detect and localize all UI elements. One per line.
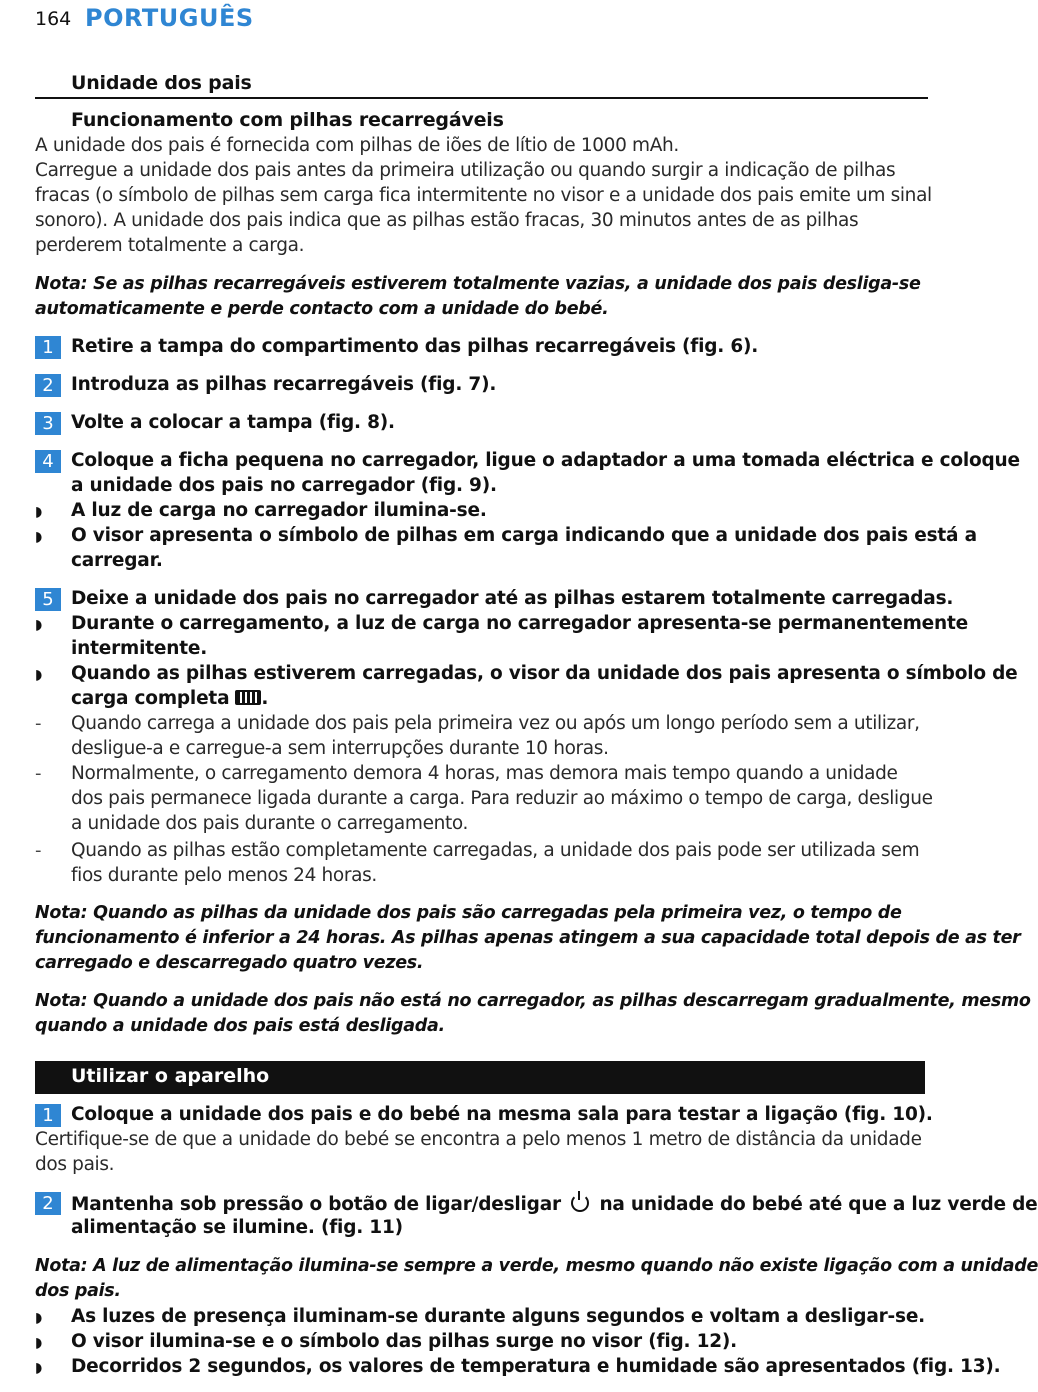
dash-marker: - xyxy=(35,840,42,861)
intro-line: perderem totalmente a carga. xyxy=(35,235,305,256)
page-number: 164 xyxy=(35,8,72,30)
dash-marker: - xyxy=(35,713,42,734)
note-line: funcionamento é inferior a 24 horas. As pilhas apenas atingem a sua capacidade total depois de as ter xyxy=(35,928,1021,948)
note-line: automaticamente e perde contacto com a unidade do bebé. xyxy=(35,299,609,319)
bullet-text: O visor ilumina-se e o símbolo das pilhas surge no visor (fig. 12). xyxy=(71,1331,738,1352)
step-number: 4 xyxy=(35,450,61,473)
step-number: 1 xyxy=(35,336,61,359)
dash-marker: - xyxy=(35,763,42,784)
step-text-segment: Mantenha sob pressão o botão de ligar/desligar xyxy=(71,1194,561,1215)
dash-text: dos pais permanece ligada durante a carga. Para reduzir ao máximo o tempo de carga, desligue xyxy=(71,788,933,809)
section-heading-bar xyxy=(35,1061,925,1094)
step-text: Retire a tampa do compartimento das pilhas recarregáveis (fig. 6). xyxy=(71,336,759,357)
bullet-marker: ◗ xyxy=(35,617,43,633)
subsection-title: Funcionamento com pilhas recarregáveis xyxy=(71,109,504,131)
bullet-text: intermitente. xyxy=(71,638,208,659)
bullet-marker: ◗ xyxy=(35,667,43,683)
step-text: Coloque a unidade dos pais e do bebé na mesma sala para testar a ligação (fig. 10). xyxy=(71,1104,933,1125)
step-text: Volte a colocar a tampa (fig. 8). xyxy=(71,412,395,433)
step-text: Deixe a unidade dos pais no carregador até as pilhas estarem totalmente carregadas. xyxy=(71,588,954,609)
step-number: 2 xyxy=(35,374,61,397)
step-number: 5 xyxy=(35,588,61,611)
bullet-text-segment: carga completa xyxy=(71,688,230,709)
battery-full-icon xyxy=(235,690,261,705)
note-line: Nota: Se as pilhas recarregáveis estiverem totalmente vazias, a unidade dos pais desliga-se xyxy=(35,274,921,294)
intro-line: Carregue a unidade dos pais antes da primeira utilização ou quando surgir a indicação de pilhas xyxy=(35,160,896,181)
step-text: alimentação se ilumine. (fig. 11) xyxy=(71,1217,403,1238)
dash-text: desligue-a e carregue-a sem interrupções durante 10 horas. xyxy=(71,738,609,759)
bullet-text: Durante o carregamento, a luz de carga no carregador apresenta-se permanentemente xyxy=(71,613,968,634)
note-line: Nota: Quando as pilhas da unidade dos pais são carregadas pela primeira vez, o tempo de xyxy=(35,903,902,923)
note-line: carregado e descarregado quatro vezes. xyxy=(35,953,424,973)
step-text: a unidade dos pais no carregador (fig. 9). xyxy=(71,475,497,496)
intro-line: A unidade dos pais é fornecida com pilhas de iões de lítio de 1000 mAh. xyxy=(35,135,679,156)
bullet-text: A luz de carga no carregador ilumina-se. xyxy=(71,500,487,521)
note-line: Nota: A luz de alimentação ilumina-se sempre a verde, mesmo quando não existe ligação com a unidade xyxy=(35,1256,1038,1276)
bullet-marker: ◗ xyxy=(35,1310,43,1326)
bullet-text-end: . xyxy=(261,688,269,709)
dash-text: a unidade dos pais durante o carregamento. xyxy=(71,813,469,834)
bullet-marker: ◗ xyxy=(35,504,43,520)
bullet-marker: ◗ xyxy=(35,529,43,545)
bullet-text xyxy=(71,688,268,709)
intro-line: sonoro). A unidade dos pais indica que as pilhas estão fracas, 30 minutos antes de as pilhas xyxy=(35,210,859,231)
language-title: PORTUGUÊS xyxy=(85,4,254,32)
step-number: 1 xyxy=(35,1104,61,1127)
detail-line: Certifique-se de que a unidade do bebé se encontra a pelo menos 1 metro de distância da unidade xyxy=(35,1129,922,1150)
section-title: Utilizar o aparelho xyxy=(71,1065,270,1087)
note-line: dos pais. xyxy=(35,1281,121,1301)
dash-text: fios durante pelo menos 24 horas. xyxy=(71,865,377,886)
dash-text: Quando as pilhas estão completamente carregadas, a unidade dos pais pode ser utilizada sem xyxy=(71,840,920,861)
bullet-text: O visor apresenta o símbolo de pilhas em carga indicando que a unidade dos pais está a xyxy=(71,525,977,546)
bullet-text: As luzes de presença iluminam-se durante alguns segundos e voltam a desligar-se. xyxy=(71,1306,925,1327)
step-text-segment: na unidade do bebé até que a luz verde de xyxy=(599,1194,1038,1215)
step-number: 2 xyxy=(35,1192,61,1215)
bullet-text: Quando as pilhas estiverem carregadas, o visor da unidade dos pais apresenta o símbolo de xyxy=(71,663,1018,684)
bullet-text: carregar. xyxy=(71,550,163,571)
intro-line: fracas (o símbolo de pilhas sem carga fica intermitente no visor e a unidade dos pais emite um sinal xyxy=(35,185,932,206)
section-title: Unidade dos pais xyxy=(71,72,252,94)
step-text xyxy=(71,1192,1038,1215)
bullet-marker: ◗ xyxy=(35,1335,43,1351)
bullet-text: Decorridos 2 segundos, os valores de temperatura e humidade são apresentados (fig. 13). xyxy=(71,1356,1001,1377)
detail-line: dos pais. xyxy=(35,1154,115,1175)
dash-text: Normalmente, o carregamento demora 4 horas, mas demora mais tempo quando a unidade xyxy=(71,763,898,784)
section-divider xyxy=(35,97,928,99)
step-number: 3 xyxy=(35,412,61,435)
step-text: Introduza as pilhas recarregáveis (fig. 7). xyxy=(71,374,497,395)
bullet-marker: ◗ xyxy=(35,1360,43,1376)
note-line: Nota: Quando a unidade dos pais não está no carregador, as pilhas descarregam gradualmente, mesmo xyxy=(35,991,1031,1011)
power-icon xyxy=(571,1194,589,1212)
dash-text: Quando carrega a unidade dos pais pela primeira vez ou após um longo período sem a utilizar, xyxy=(71,713,920,734)
step-text: Coloque a ficha pequena no carregador, ligue o adaptador a uma tomada eléctrica e coloque xyxy=(71,450,1020,471)
note-line: quando a unidade dos pais está desligada. xyxy=(35,1016,445,1036)
